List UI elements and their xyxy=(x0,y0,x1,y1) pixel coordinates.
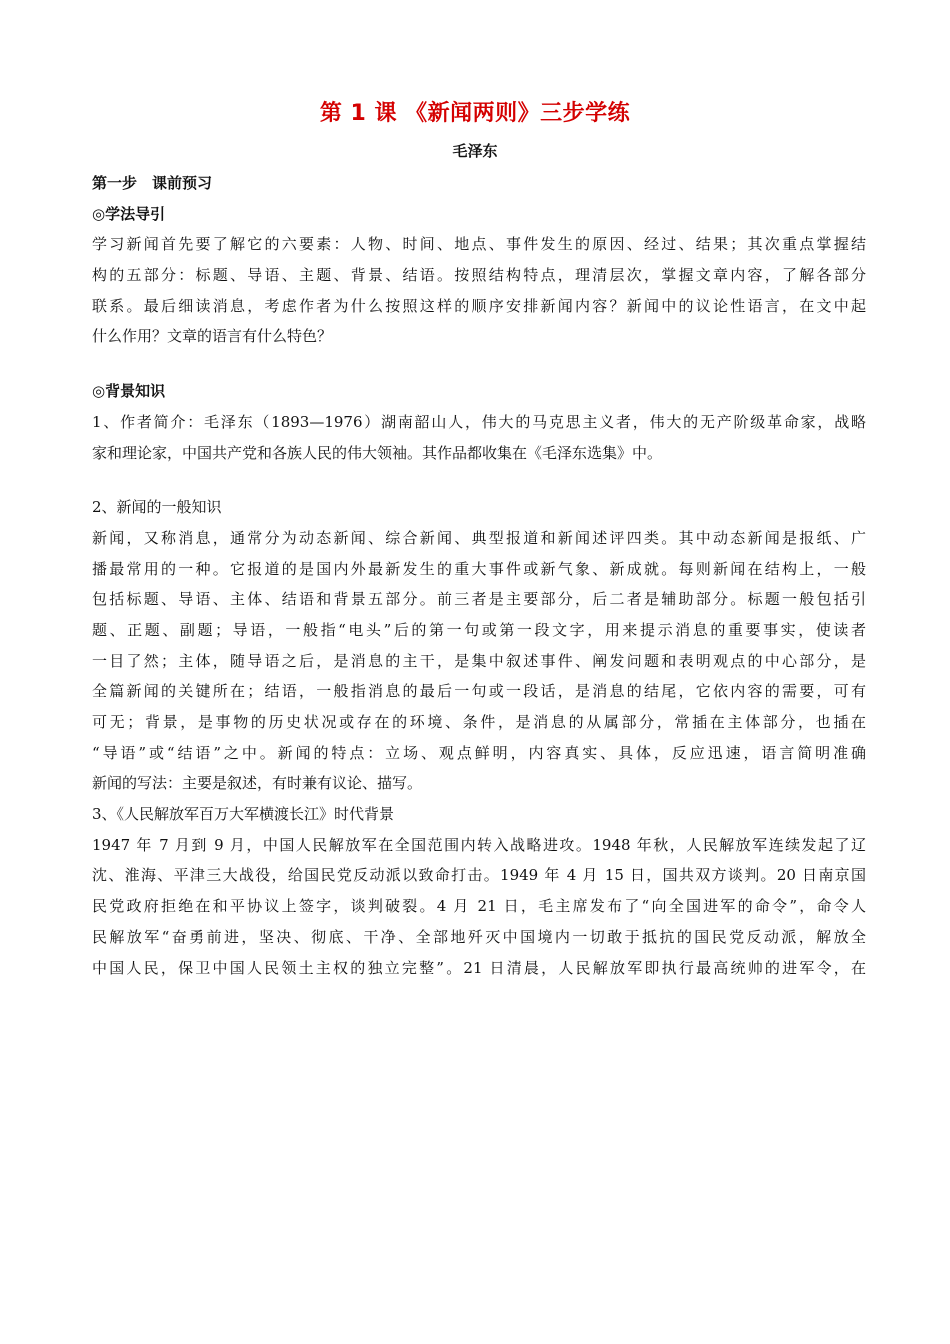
guide-line: 联系。最后细读消息，考虑作者为什么按照这样的顺序安排新闻内容？新闻中的议论性语言，在文中起 xyxy=(92,296,866,315)
news-knowledge-line: 包括标题、导语、主体、结语和背景五部分。前三者是主要部分，后二者是辅助部分。标题一般包括引 xyxy=(92,590,866,609)
historical-background-line: 1947 年 7 月到 9 月，中国人民解放军在全国范围内转入战略进攻。1948 年秋，人民解放军连续发起了辽 xyxy=(92,835,866,854)
news-knowledge-line: 新闻，又称消息，通常分为动态新闻、综合新闻、典型报道和新闻述评四类。其中动态新闻是报纸、广 xyxy=(92,528,866,547)
guide-line: 学习新闻首先要了解它的六要素：人物、时间、地点、事件发生的原因、经过、结果；其次重点掌握结 xyxy=(92,235,866,254)
guide-heading: ◎学法导引 xyxy=(92,204,166,223)
step1-heading: 第一步 课前预习 xyxy=(92,174,213,192)
historical-background-line: 中国人民，保卫中国人民领土主权的独立完整”。21 日清晨，人民解放军即执行最高统帅的进军令，在 xyxy=(92,958,866,977)
historical-background-line: 民党政府拒绝在和平协议上签字，谈判破裂。4 月 21 日，毛主席发布了“向全国进军的命令”，命令人 xyxy=(92,897,866,916)
guide-line: 什么作用？文章的语言有什么特色？ xyxy=(92,327,333,346)
news-knowledge-paragraph xyxy=(92,523,866,799)
historical-background-title: 3、《人民解放军百万大军横渡长江》时代背景 xyxy=(92,805,395,824)
news-knowledge-line: 全篇新闻的关键所在；结语，一般指消息的最后一句或一段话，是消息的结尾，它依内容的需要，可有 xyxy=(92,682,866,701)
news-knowledge-title: 2、新闻的一般知识 xyxy=(92,498,222,517)
news-knowledge-line: “导语”或“结语”之中。新闻的特点：立场、观点鲜明，内容真实、具体，反应迅速，语言简明准确 xyxy=(92,743,866,762)
spacer xyxy=(92,352,866,376)
historical-background-line: 沈、淮海、平津三大战役，给国民党反动派以致命打击。1949 年 4 月 15 日，国共双方谈判。20 日南京国 xyxy=(92,866,866,885)
document-body xyxy=(92,168,866,983)
author-intro-line: 1、作者简介：毛泽东（1893—1976）湖南韶山人，伟大的马克思主义者，伟大的无产阶级革命家，战略 xyxy=(92,412,866,431)
lesson-title: 第 1 课 《新闻两则》三步学练 xyxy=(319,101,631,126)
news-knowledge-line: 题、正题、副题；导语，一般指“电头”后的第一句或第一段文字，用来提示消息的重要事实，使读者 xyxy=(92,620,866,639)
historical-background-line: 民解放军“奋勇前进，坚决、彻底、干净、全部地歼灭中国境内一切敢于抵抗的国民党反动派，解放全 xyxy=(92,927,866,946)
background-heading: ◎背景知识 xyxy=(92,382,166,401)
news-knowledge-line: 可无；背景，是事物的历史状况或存在的环境、条件，是消息的从属部分，常插在主体部分，也插在 xyxy=(92,713,866,731)
news-knowledge-line: 新闻的写法：主要是叙述，有时兼有议论、描写。 xyxy=(92,774,423,793)
news-knowledge-line: 播最常用的一种。它报道的是国内外最新发生的重大事件或新气象、新成就。每则新闻在结构上，一般 xyxy=(92,559,866,578)
author-intro-paragraph xyxy=(92,407,866,468)
author-intro-line: 家和理论家，中国共产党和各族人民的伟大领袖。其作品都收集在《毛泽东选集》中。 xyxy=(92,443,663,462)
author-name: 毛泽东 xyxy=(452,142,498,160)
guide-paragraph xyxy=(92,229,866,352)
spacer xyxy=(92,468,866,492)
news-knowledge-line: 一目了然；主体，随导语之后，是消息的主干，是集中叙述事件、阐发问题和表明观点的中心部分，是 xyxy=(92,651,866,670)
historical-background-paragraph xyxy=(92,830,866,983)
guide-line: 构的五部分：标题、导语、主题、背景、结语。按照结构特点，理清层次，掌握文章内容，了解各部分 xyxy=(92,266,866,285)
